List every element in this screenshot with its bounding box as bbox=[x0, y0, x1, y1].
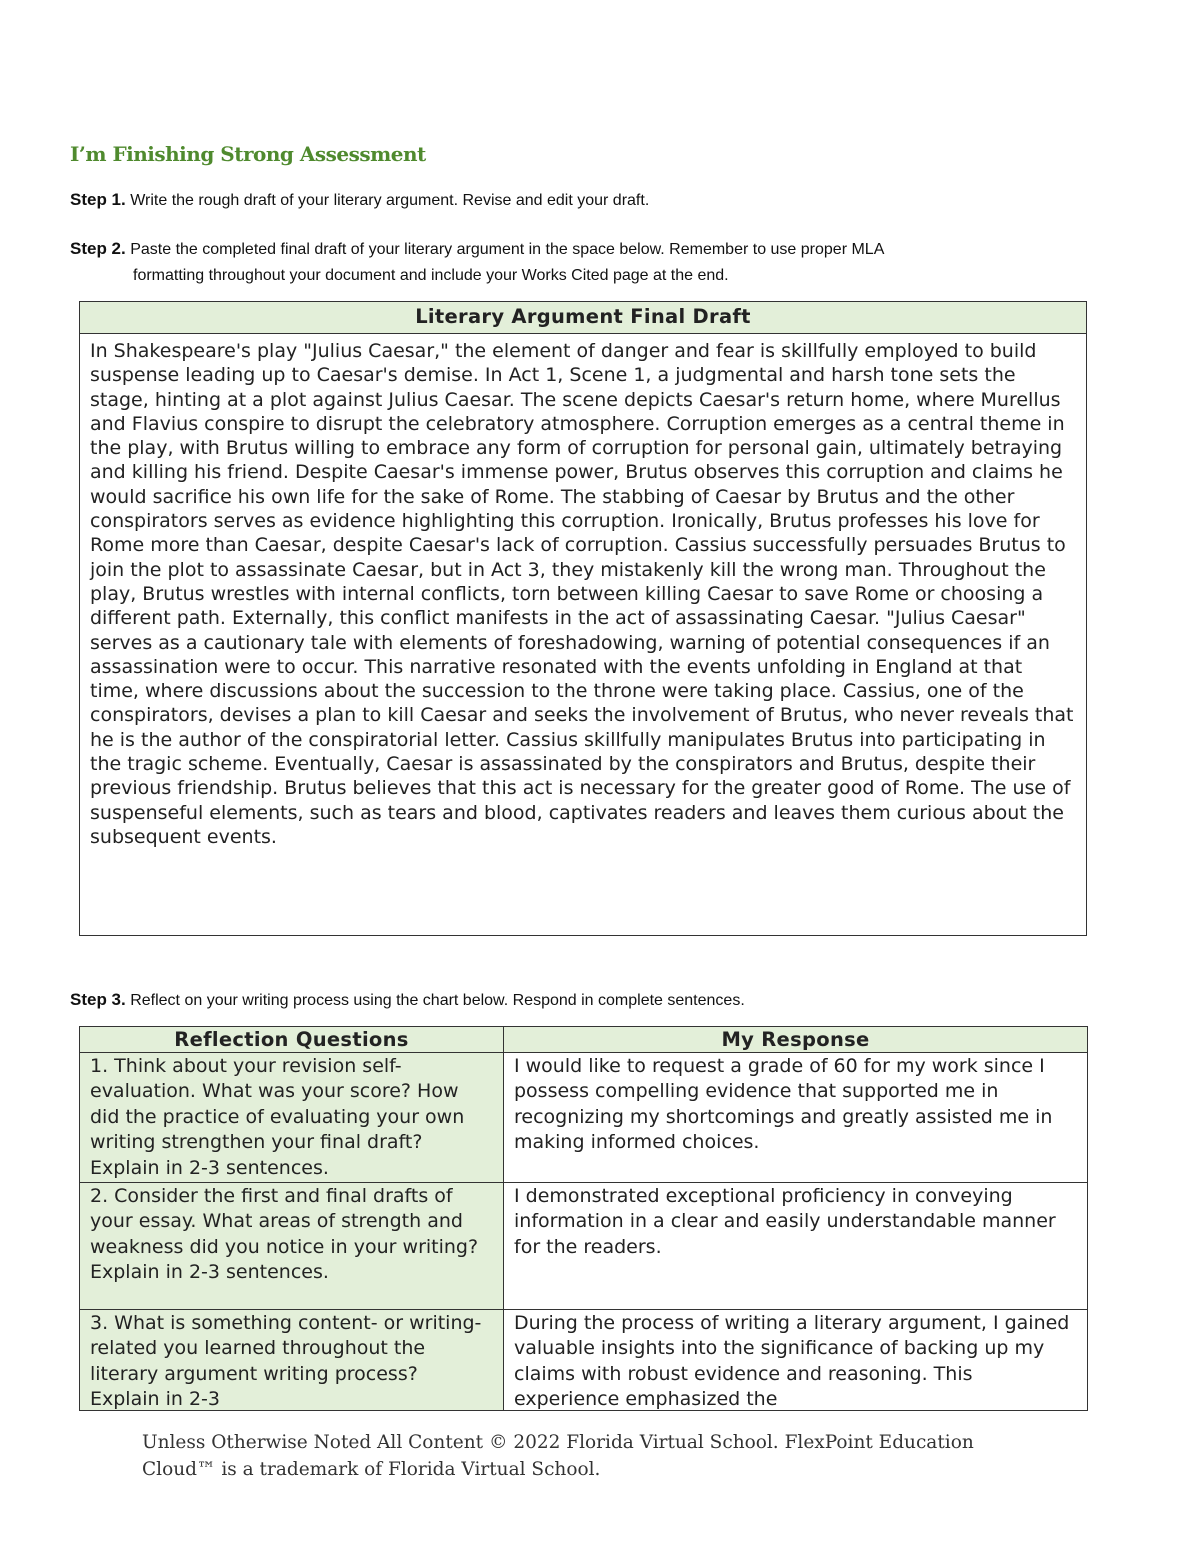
reflection-table bbox=[79, 1026, 1088, 1411]
table-row bbox=[80, 1310, 1088, 1411]
step-3 bbox=[70, 987, 745, 1014]
step-1-label: Step 1. bbox=[70, 190, 126, 209]
my-response-header: My Response bbox=[504, 1027, 1088, 1053]
page-title: I’m Finishing Strong Assessment bbox=[70, 142, 426, 166]
step-3-text: Reflect on your writing process using the chart below. Respond in complete sentences. bbox=[130, 992, 745, 1009]
step-2-label: Step 2. bbox=[70, 239, 126, 258]
final-draft-header: Literary Argument Final Draft bbox=[80, 302, 1087, 334]
footer-line-1: Unless Otherwise Noted All Content © 2022 Florida Virtual School. FlexPoint Education bbox=[142, 1432, 974, 1453]
step-3-label: Step 3. bbox=[70, 990, 126, 1009]
footer-line-2: Cloud™ is a trademark of Florida Virtual School. bbox=[142, 1459, 601, 1480]
step-2-text-line2: formatting throughout your document and include your Works Cited page at the end. bbox=[133, 267, 729, 284]
reflection-response[interactable]: During the process of writing a literary argument, I gained valuable insights into the significance of backing up my claims with robust evidence and reasoning. This experience emphasized the bbox=[514, 1312, 1070, 1410]
reflection-response-cell[interactable] bbox=[504, 1310, 1088, 1411]
step-1 bbox=[70, 187, 649, 214]
reflection-questions-header: Reflection Questions bbox=[80, 1027, 504, 1053]
final-draft-table bbox=[79, 301, 1087, 936]
step-2-text-line1: Paste the completed final draft of your literary argument in the space below. Remember to use proper MLA bbox=[130, 241, 885, 258]
reflection-question: 1. Think about your revision self-evaluation. What was your score? How did the practice of evaluating your own writing strengthen your final draft? Explain in 2-3 sentences. bbox=[80, 1053, 504, 1183]
reflection-question: 3. What is something content- or writing-related you learned throughout the literary argument writing process? Explain in 2-3 bbox=[90, 1312, 482, 1410]
step-2 bbox=[70, 236, 884, 289]
reflection-question-cell bbox=[80, 1310, 504, 1411]
step-1-text: Write the rough draft of your literary argument. Revise and edit your draft. bbox=[130, 192, 650, 209]
reflection-question: 2. Consider the first and final drafts of your essay. What areas of strength and weakness did you notice in your writing? Explain in 2-3 sentences. bbox=[80, 1183, 504, 1310]
reflection-response[interactable]: I demonstrated exceptional proficiency in conveying information in a clear and easily understandable manner for the readers. bbox=[504, 1183, 1088, 1310]
reflection-response[interactable]: I would like to request a grade of 60 for my work since I possess compelling evidence that supported me in recognizing my shortcomings and greatly assisted me in making informed choices. bbox=[504, 1053, 1088, 1183]
copyright-footer bbox=[142, 1429, 1042, 1483]
table-row bbox=[80, 1053, 1088, 1183]
table-row bbox=[80, 1183, 1088, 1310]
final-draft-text[interactable]: In Shakespeare's play "Julius Caesar," the element of danger and fear is skillfully employed to build suspense leading up to Caesar's demise. In Act 1, Scene 1, a judgmental and harsh tone sets the stage, hinting at a plot against Julius Caesar. The scene depicts Caesar's return home, where Murellus and Flavius conspire to disrupt the celebratory atmosphere. Corruption emerges as a central theme in the play, with Brutus willing to embrace any form of corruption for personal gain, ultimately betraying and killing his friend. Despite Caesar's immense power, Brutus observes this corruption and claims he would sacrifice his own life for the sake of Rome. The stabbing of Caesar by Brutus and the other conspirators serves as evidence highlighting this corruption. Ironically, Brutus professes his love for Rome more than Caesar, despite Caesar's lack of corruption. Cassius successfully persuades Brutus to join the plot to assassinate Caesar, but in Act 3, they mistakenly kill the wrong man. Throughout the play, Brutus wrestles with internal conflicts, torn between killing Caesar to save Rome or choosing a different path. Externally, this conflict manifests in the act of assassinating Caesar. "Julius Caesar" serves as a cautionary tale with elements of foreshadowing, warning of potential consequences if an assassination were to occur. This narrative resonated with the events unfolding in England at that time, where discussions about the succession to the throne were taking place. Cassius, one of the conspirators, devises a plan to kill Caesar and seeks the involvement of Brutus, who never reveals that he is the author of the conspiratorial letter. Cassius skillfully manipulates Brutus into participating in the tragic scheme. Eventually, Caesar is assassinated by the conspirators and Brutus, despite their previous friendship. Brutus believes that this act is necessary for the greater good of Rome. The use of suspenseful elements, such as tears and blood, captivates readers and leaves them curious about the subsequent events. bbox=[80, 334, 1087, 936]
